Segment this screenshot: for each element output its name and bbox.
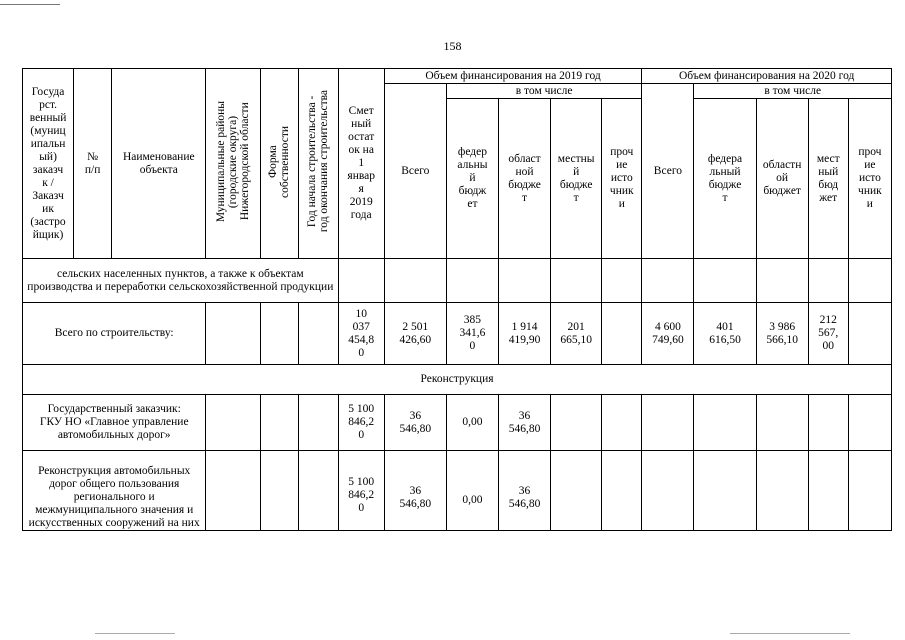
- header-including-2020: в том числе: [694, 84, 892, 99]
- total-local-2019: 201 665,10: [551, 303, 602, 365]
- scan-mark-top: [0, 4, 60, 5]
- object-row-label: Реконструкция автомобильных дорог общего пользования регионального и межмуниципального значения и искусственных сооружений на них: [23, 451, 206, 531]
- object-federal-2019: 0,00: [446, 451, 498, 531]
- customer-estimate: 5 100 846,2 0: [338, 395, 384, 451]
- total-2019: 2 501 426,60: [384, 303, 446, 365]
- total-federal-2019: 385 341,6 0: [446, 303, 498, 365]
- customer-regional-2019: 36 546,80: [498, 395, 550, 451]
- header-estimate: Смет ный остат ок на 1 январ я 2019 года: [338, 69, 384, 259]
- total-local-2020: 212 567, 00: [808, 303, 848, 365]
- page-number: 158: [443, 39, 462, 53]
- scan-mark-bottom-left: [95, 633, 175, 634]
- customer-row: [23, 395, 892, 451]
- total-estimate: 10 037 454,8 0: [338, 303, 384, 365]
- object-estimate: 5 100 846,2 0: [338, 451, 384, 531]
- customer-federal-2019: 0,00: [446, 395, 498, 451]
- total-regional-2020: 3 986 566,10: [756, 303, 808, 365]
- header-local-2019: местны й бюдже т: [551, 99, 602, 259]
- total-row: [23, 303, 892, 365]
- header-financing-2019: Объем финансирования на 2019 год: [384, 69, 642, 84]
- header-years: Год начала строительства - год окончания строительства: [298, 69, 338, 259]
- customer-row-label: Государственный заказчик: ГКУ НО «Главное управление автомобильных дорог»: [23, 395, 206, 451]
- header-other-2020: проч ие исто чник и: [848, 99, 891, 259]
- header-districts: Муниципальные районы (городские округа) Нижегородской области: [206, 69, 260, 259]
- header-ownership: Форма собственности: [260, 69, 298, 259]
- header-customer: Госуда рст. венный (муниц ипальн ый) заказч к / Заказч ик (застро йщик): [23, 69, 74, 259]
- section-row: [23, 365, 892, 395]
- header-federal-2019: федер альны й бюдж ет: [446, 99, 498, 259]
- header-regional-2020: областн ой бюджет: [756, 99, 808, 259]
- header-total-2019: Всего: [384, 84, 446, 259]
- header-other-2019: проч ие исто чник и: [602, 99, 642, 259]
- header-including-2019: в том числе: [446, 84, 641, 99]
- header-number: № п/п: [74, 69, 112, 259]
- total-federal-2020: 401 616,50: [694, 303, 756, 365]
- object-regional-2019: 36 546,80: [498, 451, 550, 531]
- continuation-row: [23, 259, 892, 303]
- scan-mark-bottom-right: [730, 633, 850, 634]
- customer-total-2019: 36 546,80: [384, 395, 446, 451]
- continuation-text: сельских населенных пунктов, а также к объектам производства и переработки сельскохозяйственной продукции: [23, 259, 339, 303]
- object-row: [23, 451, 892, 531]
- header-object-name: Наименование объекта: [112, 69, 206, 259]
- financing-table: [22, 68, 892, 531]
- total-row-label: Всего по строительству:: [23, 303, 206, 365]
- total-2020: 4 600 749,60: [642, 303, 694, 365]
- header-federal-2020: федера льный бюдже т: [694, 99, 756, 259]
- header-regional-2019: област ной бюдже т: [498, 99, 550, 259]
- total-regional-2019: 1 914 419,90: [498, 303, 550, 365]
- object-total-2019: 36 546,80: [384, 451, 446, 531]
- section-title: Реконструкция: [23, 365, 892, 395]
- header-financing-2020: Объем финансирования на 2020 год: [642, 69, 892, 84]
- header-total-2020: Всего: [642, 84, 694, 259]
- header-local-2020: мест ный бюд жет: [808, 99, 848, 259]
